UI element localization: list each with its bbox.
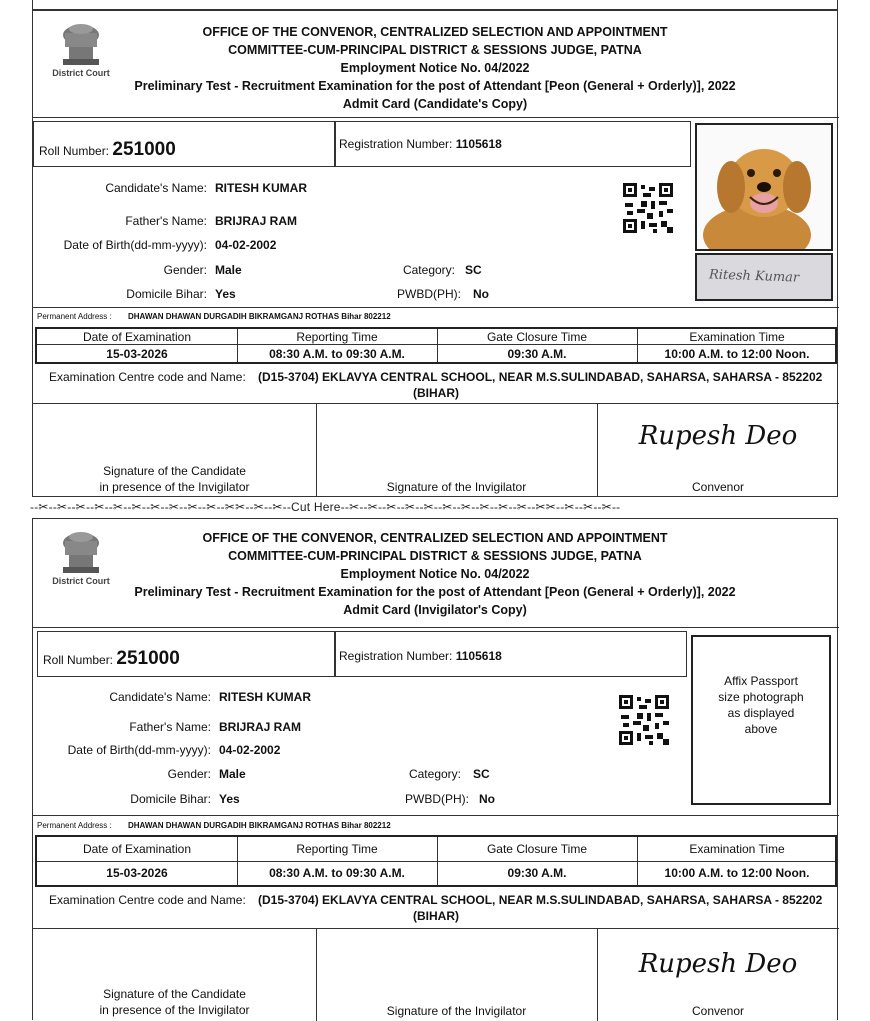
address-label: Permanent Address : [37, 312, 112, 321]
office-line-2: COMMITTEE-CUM-PRINCIPAL DISTRICT & SESSIONS JUDGE, PATNA [228, 43, 642, 57]
exam-date-header: Date of Examination [82, 842, 192, 856]
domicile-label: Domicile Bihar: [130, 792, 211, 806]
gate-value: 09:30 A.M. [507, 347, 567, 361]
qr-code [619, 695, 669, 745]
svg-text:District Court: District Court [52, 576, 110, 586]
registration-label: Registration Number: [339, 649, 453, 663]
domicile-label: Domicile Bihar: [126, 287, 207, 301]
reporting-value: 08:30 A.M. to 09:30 A.M. [269, 866, 405, 880]
svg-text:District Court: District Court [52, 68, 110, 78]
copy-title: Admit Card (Candidate's Copy) [342, 97, 528, 111]
centre-line-2: (BIHAR) [413, 909, 459, 923]
centre-line-1: (D15-3704) EKLAVYA CENTRAL SCHOOL, NEAR M.S.SULINDABAD, SAHARSA, SAHARSA - 852202 [258, 893, 823, 907]
gate-value: 09:30 A.M. [507, 866, 567, 880]
centre-label: Examination Centre code and Name: [49, 370, 246, 384]
category-label: Category: [402, 263, 455, 277]
affix-line-4: above [744, 722, 778, 736]
sig-candidate-line-1: Signature of the Candidate [103, 987, 246, 1001]
exam-time-value: 10:00 A.M. to 12:00 Noon. [664, 347, 810, 361]
candidate-signature-box [695, 253, 833, 301]
address-label: Permanent Address : [37, 821, 112, 830]
affix-line-2: size photograph [718, 690, 804, 704]
candidate-signature-caption [33, 986, 316, 1018]
pwbd-value: No [473, 287, 489, 301]
office-line-1: OFFICE OF THE CONVENOR, CENTRALIZED SELECTION AND APPOINTMENT [202, 531, 668, 545]
office-line-1: OFFICE OF THE CONVENOR, CENTRALIZED SELECTION AND APPOINTMENT [202, 25, 668, 39]
roll-number: 251000 [116, 648, 180, 669]
centre-label: Examination Centre code and Name: [49, 893, 246, 907]
reporting-header: Reporting Time [296, 842, 378, 856]
copy-title: Admit Card (Invigilator's Copy) [343, 603, 527, 617]
father-label: Father's Name: [125, 214, 207, 228]
convenor-signature: Rupesh Deo [638, 949, 798, 979]
gender-label: Gender: [167, 767, 211, 781]
invigilator-signature-caption: Signature of the Invigilator [386, 480, 527, 494]
qr-code [623, 183, 673, 233]
registration-number: 1105618 [455, 649, 502, 663]
father-label: Father's Name: [129, 720, 211, 734]
reporting-value: 08:30 A.M. to 09:30 A.M. [269, 347, 405, 361]
registration-label: Registration Number: [339, 137, 453, 151]
affix-photo-box [691, 635, 831, 805]
roll-label: Roll Number: [39, 144, 110, 158]
affix-line-3: as displayed [727, 706, 795, 720]
pwbd-label: PWBD(PH): [405, 792, 469, 806]
sig-candidate-line-1: Signature of the Candidate [103, 464, 246, 478]
pwbd-value: No [479, 792, 495, 806]
convenor-caption: Convenor [691, 1004, 745, 1018]
name-label: Candidate's Name: [109, 690, 211, 704]
registration-number: 1105618 [455, 137, 502, 151]
domicile-value: Yes [219, 792, 240, 806]
exam-schedule-table [35, 835, 837, 887]
sig-candidate-line-2: in presence of the Invigilator [99, 480, 250, 494]
candidate-name: RITESH KUMAR [219, 690, 311, 704]
exam-title: Preliminary Test - Recruitment Examination for the post of Attendant [Peon (General + Orderly)], 2022 [134, 585, 736, 599]
gate-header: Gate Closure Time [486, 330, 588, 344]
top-frame-edge [32, 0, 838, 10]
gender-value: Male [215, 263, 242, 277]
gender-label: Gender: [163, 263, 207, 277]
pwbd-label: PWBD(PH): [397, 287, 461, 301]
invigilator-signature-caption: Signature of the Invigilator [386, 1004, 527, 1018]
convenor-signature: Rupesh Deo [638, 421, 798, 451]
qr-code-icon [623, 183, 673, 233]
exam-time-header: Examination Time [689, 842, 785, 856]
roll-number: 251000 [112, 139, 176, 160]
exam-time-header: Examination Time [689, 330, 785, 344]
candidate-photo [695, 123, 833, 251]
qr-code-icon [619, 695, 669, 745]
admit-card-candidate-copy [32, 10, 838, 497]
address-value: DHAWAN DHAWAN DURGADIH BIKRAMGANJ ROTHAS Bihar 802212 [127, 821, 391, 830]
exam-time-value: 10:00 A.M. to 12:00 Noon. [664, 866, 810, 880]
affix-line-1: Affix Passport [724, 674, 798, 688]
dob-value: 04-02-2002 [215, 238, 277, 252]
candidate-signature: Ritesh Kumar [708, 267, 800, 286]
centre-line-2: (BIHAR) [413, 386, 459, 400]
father-name: BRIJRAJ RAM [215, 214, 298, 228]
notice-number: Employment Notice No. 04/2022 [340, 567, 530, 581]
domicile-value: Yes [215, 287, 236, 301]
category-value: SC [465, 263, 482, 277]
sig-candidate-line-2: in presence of the Invigilator [99, 1003, 250, 1017]
roll-label: Roll Number: [43, 653, 114, 667]
notice-number: Employment Notice No. 04/2022 [340, 61, 530, 75]
exam-title: Preliminary Test - Recruitment Examination for the post of Attendant [Peon (General + Orderly)], 2022 [134, 79, 736, 93]
gate-header: Gate Closure Time [486, 842, 588, 856]
dob-label: Date of Birth(dd-mm-yyyy): [63, 238, 207, 252]
office-line-2: COMMITTEE-CUM-PRINCIPAL DISTRICT & SESSIONS JUDGE, PATNA [228, 549, 642, 563]
reporting-header: Reporting Time [296, 330, 378, 344]
address-value: DHAWAN DHAWAN DURGADIH BIKRAMGANJ ROTHAS Bihar 802212 [127, 312, 391, 321]
category-value: SC [473, 767, 490, 781]
candidate-name: RITESH KUMAR [215, 181, 307, 195]
name-label: Candidate's Name: [105, 181, 207, 195]
father-name: BRIJRAJ RAM [219, 720, 302, 734]
exam-date-value: 15-03-2026 [106, 866, 168, 880]
dob-value: 04-02-2002 [219, 743, 281, 757]
candidate-signature-caption [33, 463, 316, 495]
exam-schedule-table [35, 327, 837, 364]
cut-here-line: --✂--✂--✂--✂--✂--✂--✂--✂--✂--✂--✂✂--✂--✂--Cut Here--✂--✂--✂--✂--✂--✂--✂--✂--✂--✂--✂✂--✂--✂--✂-- [30, 500, 621, 514]
dob-label: Date of Birth(dd-mm-yyyy): [67, 743, 211, 757]
exam-date-header: Date of Examination [82, 330, 192, 344]
centre-line-1: (D15-3704) EKLAVYA CENTRAL SCHOOL, NEAR M.S.SULINDABAD, SAHARSA, SAHARSA - 852202 [258, 370, 823, 384]
exam-date-value: 15-03-2026 [106, 347, 168, 361]
admit-card-invigilator-copy [32, 518, 838, 1020]
category-label: Category: [408, 767, 461, 781]
convenor-caption: Convenor [691, 480, 745, 494]
dog-photo-icon [697, 125, 831, 249]
gender-value: Male [219, 767, 246, 781]
